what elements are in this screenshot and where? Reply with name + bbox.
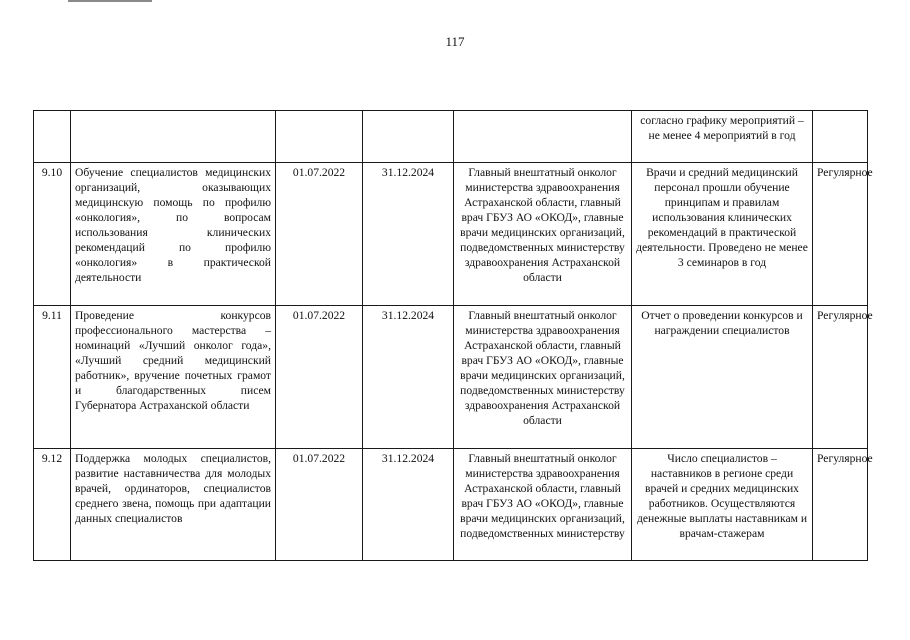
cell-period: Регулярное xyxy=(813,449,868,561)
cell-start xyxy=(276,111,363,163)
cell-num xyxy=(34,111,71,163)
table-row-continuation xyxy=(34,111,868,163)
cell-period: Регулярное xyxy=(813,163,868,306)
cell-responsible: Главный внештатный онколог министерства здравоохранения Астраханской области, главный врач ГБУЗ АО «ОКОД», главные врачи медицинских организаций, подведомственных министерству xyxy=(454,449,632,561)
cell-responsible: Главный внештатный онколог министерства здравоохранения Астраханской области, главный врач ГБУЗ АО «ОКОД», главные врачи медицинских организаций, подведомственных министерству здравоохранения Астраханской области xyxy=(454,306,632,449)
cell-num: 9.12 xyxy=(34,449,71,561)
cell-period xyxy=(813,111,868,163)
page-number: 117 xyxy=(445,34,465,49)
measures-table xyxy=(33,110,873,561)
cell-activity xyxy=(71,111,276,163)
cell-num: 9.10 xyxy=(34,163,71,306)
cell-start: 01.07.2022 xyxy=(276,449,363,561)
cell-start: 01.07.2022 xyxy=(276,163,363,306)
cell-indicator: согласно графику мероприятий – не менее 4 мероприятий в год xyxy=(632,111,813,163)
cell-end: 31.12.2024 xyxy=(363,163,454,306)
top-rule xyxy=(68,0,152,2)
cell-activity: Поддержка молодых специалистов, развитие наставничества для молодых врачей, ординаторов, специалистов среднего звена, помощь при адаптации данных специалистов xyxy=(71,449,276,561)
cell-end xyxy=(363,111,454,163)
cell-activity: Обучение специалистов медицинских организаций, оказывающих медицинскую помощь по профилю «онкология», по вопросам использования клинических рекомендаций по профилю «онкология» в практической деятельности xyxy=(71,163,276,306)
cell-start: 01.07.2022 xyxy=(276,306,363,449)
cell-indicator: Врачи и средний медицинский персонал прошли обучение принципам и правилам использования клинических рекомендаций в практической деятельности. Проведено не менее 3 семинаров в год xyxy=(632,163,813,306)
cell-indicator: Отчет о проведении конкурсов и награждении специалистов xyxy=(632,306,813,449)
cell-responsible: Главный внештатный онколог министерства здравоохранения Астраханской области, главный врач ГБУЗ АО «ОКОД», главные врачи медицинских организаций, подведомственных министерству здравоохранения Астраханской области xyxy=(454,163,632,306)
cell-responsible xyxy=(454,111,632,163)
cell-end: 31.12.2024 xyxy=(363,306,454,449)
cell-period: Регулярное xyxy=(813,306,868,449)
cell-num: 9.11 xyxy=(34,306,71,449)
cell-activity: Проведение конкурсов профессионального мастерства – номинаций «Лучший онколог года», «Лучший средний медицинский работник», вручение почетных грамот и благодарственных писем Губернатора Астраханской области xyxy=(71,306,276,449)
cell-end: 31.12.2024 xyxy=(363,449,454,561)
cell-indicator: Число специалистов – наставников в регионе среди врачей и средних медицинских работников. Осуществляются денежные выплаты наставникам и врачам-стажерам xyxy=(632,449,813,561)
table-row xyxy=(34,449,868,561)
table-row xyxy=(34,163,868,306)
table-row xyxy=(34,306,868,449)
